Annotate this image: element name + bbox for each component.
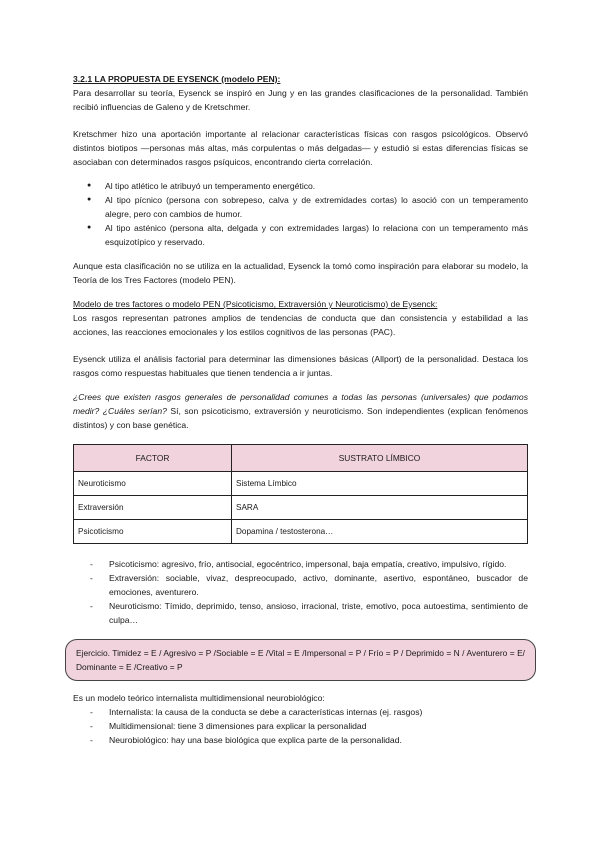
table-row xyxy=(74,520,528,544)
section-title: 3.2.1 LA PROPUESTA DE EYSENCK (modelo PEN): xyxy=(73,74,281,84)
table-row xyxy=(74,496,528,520)
table-header-substrate: SUSTRATO LÍMBICO xyxy=(231,445,527,472)
list-item: - Multidimensional: tiene 3 dimensiones para explicar la personalidad xyxy=(73,719,528,733)
list-item: - Extraversión: sociable, vivaz, despreocupado, activo, dominante, asertivo, espontáneo, buscador de emociones, aventurero. xyxy=(73,571,528,599)
table-cell: Psicoticismo xyxy=(74,520,232,544)
model-type-list xyxy=(73,705,528,747)
table-cell: SARA xyxy=(231,496,527,520)
trait-list xyxy=(73,557,528,627)
biotype-list xyxy=(73,179,528,249)
table-row xyxy=(74,472,528,496)
model-type-intro: Es un modelo teórico internalista multidimensional neurobiológico: xyxy=(73,693,325,703)
list-item: ● Al tipo asténico (persona alta, delgada y con extremidades largas) lo relaciona con un temperamento más esquizotípico y reservado. xyxy=(73,221,528,249)
question-text: ¿Crees que existen rasgos generales de personalidad comunes a todas las personas (universales) que podamos medir? ¿Cuáles serían? xyxy=(73,392,528,416)
table-header-factor: FACTOR xyxy=(74,445,232,472)
list-item: - Neurobiológico: hay una base biológica que explica parte de la personalidad. xyxy=(73,733,528,747)
exercise-box: Ejercicio. Timidez = E / Agresivo = P /Sociable = E /Vital = E /Impersonal = P / Frío = P / Deprimido = N / Aventurero = E/ Dominante = E /Creativo = P xyxy=(65,639,536,681)
factorial-paragraph: Eysenck utiliza el análisis factorial para determinar las dimensiones básicas (Allport) de la personalidad. Destaca los rasgos como respuestas habituales que tienen tendencia a ir juntas. xyxy=(73,354,528,378)
factor-table xyxy=(73,444,528,544)
document-page xyxy=(73,72,528,747)
list-item: ● Al tipo atlético le atribuyó un temperamento energético. xyxy=(73,179,528,193)
list-item: - Psicoticismo: agresivo, frío, antisocial, egocéntrico, impersonal, baja empatía, creativo, impulsivo, rígido. xyxy=(73,557,528,571)
table-cell: Dopamina / testosterona… xyxy=(231,520,527,544)
kretschmer-paragraph: Kretschmer hizo una aportación importante al relacionar características físicas con rasgos psicológicos. Observó distintos biotipos —personas más altas, más corpulentas o más delgadas— y estudió si estas diferencias físicas se asociaban con determinados rasgos psíquicos, encontrando cierta correlación. xyxy=(73,129,528,167)
question-paragraph xyxy=(73,390,528,432)
list-item: - Neuroticismo: Tímido, deprimido, tenso, ansioso, irracional, triste, emotivo, poca autoestima, sentimiento de culpa… xyxy=(73,599,528,627)
question-answer: Sí, son psicoticismo, extraversión y neuroticismo. Son independientes (explican fenómenos distintos) y con base genética. xyxy=(73,406,528,430)
table-cell: Neuroticismo xyxy=(74,472,232,496)
model-paragraph: Los rasgos representan patrones amplios de tendencias de conducta que dan consistencia y estabilidad a las acciones, las reacciones emocionales y los estilos cognitivos de las personas (PAC). xyxy=(73,313,528,337)
list-item: ● Al tipo pícnico (persona con sobrepeso, calva y de extremidades cortas) lo asoció con un temperamento alegre, pero con cambios de humor. xyxy=(73,193,528,221)
table-cell: Sistema Límbico xyxy=(231,472,527,496)
intro-paragraph: Para desarrollar su teoría, Eysenck se inspiró en Jung y en las grandes clasificaciones de la personalidad. También recibió influencias de Galeno y de Kretschmer. xyxy=(73,88,528,112)
table-cell: Extraversión xyxy=(74,496,232,520)
model-title: Modelo de tres factores o modelo PEN (Psicoticismo, Extraversión y Neuroticismo) de Eysenck: xyxy=(73,299,438,309)
table-header-row xyxy=(74,445,528,472)
classification-paragraph: Aunque esta clasificación no se utiliza en la actualidad, Eysenck la tomó como inspiración para elaborar su modelo, la Teoría de los Tres Factores (modelo PEN). xyxy=(73,261,528,285)
list-item: - Internalista: la causa de la conducta se debe a características internas (ej. rasgos) xyxy=(73,705,528,719)
